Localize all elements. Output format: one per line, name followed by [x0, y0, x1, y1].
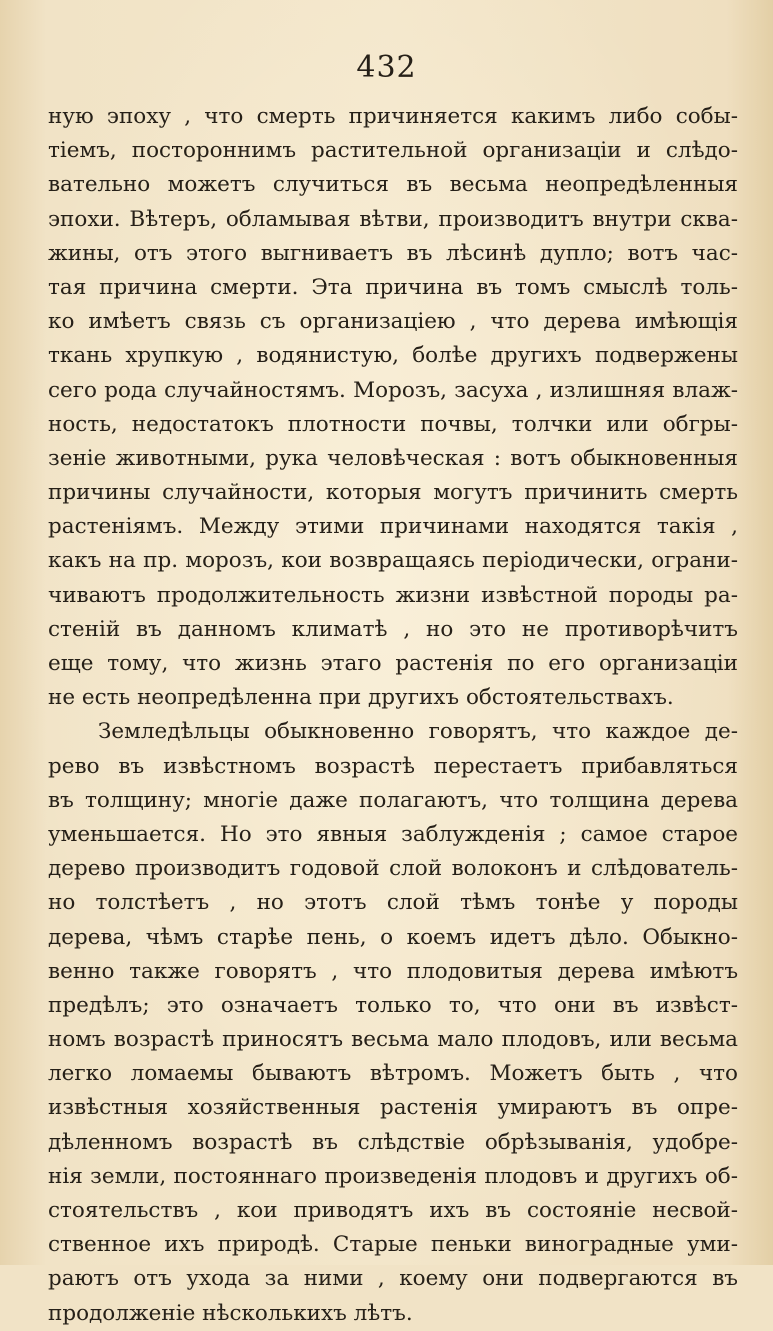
- paragraph-2: [48, 715, 738, 1330]
- text-line: ткань хрупкую , водянистую, болѣе другихъ подвержены: [48, 343, 738, 369]
- text-line: сего рода случайностямъ. Морозъ, засуха , излишняя влаж-: [48, 377, 738, 403]
- page-number: 432: [356, 50, 417, 85]
- text-line: еще тому, что жизнь этаго растенія по его организаціи: [48, 651, 738, 676]
- text-line: тіемъ, постороннимъ растительной организаціи и слѣдо-: [48, 138, 738, 164]
- text-line: рево въ извѣстномъ возрастѣ перестаетъ прибавляться: [48, 753, 738, 779]
- text-line: растеніямъ. Между этими причинами находятся такія ,: [48, 514, 738, 540]
- text-line: въ толщину; многіе даже полагаютъ, что толщина дерева: [48, 787, 738, 813]
- text-line: легко ломаемы бываютъ вѣтромъ. Можетъ быть , что: [48, 1061, 738, 1087]
- text-line: зеніе животными, рука человѣческая : вотъ обыкновенныя: [48, 445, 738, 471]
- text-line: раютъ отъ ухода за ними , коему они подвергаются въ: [48, 1266, 738, 1292]
- text-line: эпохи. Вѣтеръ, обламывая вѣтви, производитъ внутри сква-: [48, 206, 738, 232]
- text-line: номъ возрастѣ приносятъ весьма мало плодовъ, или весьма: [48, 1027, 738, 1053]
- text-line: ственное ихъ природѣ. Старые пеньки виноградные уми-: [48, 1232, 738, 1258]
- text-line: стеній въ данномъ климатѣ , но это не противорѣчитъ: [48, 616, 738, 642]
- text-line: дерева, чѣмъ старѣе пень, о коемъ идетъ дѣло. Обыкно-: [48, 924, 738, 950]
- text-line: дерево производитъ годовой слой волоконъ и слѣдователь-: [48, 856, 738, 882]
- text-line: ность, недостатокъ плотности почвы, толчки или обгры-: [48, 411, 738, 437]
- text-line: не есть неопредѣленна при другихъ обстоятельствахъ.: [48, 685, 674, 711]
- text-line: тая причина смерти. Эта причина въ томъ смыслѣ толь-: [48, 274, 738, 300]
- text-line: продолженіе нѣсколькихъ лѣтъ.: [48, 1300, 413, 1326]
- text-line: дѣленномъ возрастѣ въ слѣдствіе обрѣзыванія, удобре-: [48, 1129, 738, 1155]
- text-line: причины случайности, которыя могутъ причинить смерть: [48, 480, 738, 506]
- paragraph-1: [48, 100, 738, 715]
- text-line: жины, отъ этого выгниваетъ въ лѣсинѣ дупло; вотъ час-: [48, 240, 738, 266]
- text-line: Землeдѣльцы обыкновенно говорятъ, что каждое де-: [98, 719, 738, 745]
- text-line: извѣстныя хозяйственныя растенія умираютъ въ опре-: [48, 1095, 738, 1121]
- text-line: венно также говорятъ , что плодовитыя дерева имѣютъ: [48, 958, 738, 984]
- text-line: предѣлъ; это означаетъ только то, что они въ извѣст-: [48, 992, 738, 1018]
- text-line: вательно можетъ случиться въ весьма неопредѣленныя: [48, 172, 738, 198]
- text-line: ную эпоху , что смерть причиняется какимъ либо собы-: [48, 104, 738, 129]
- text-line: стоятельствъ , кои приводятъ ихъ въ состояніе несвой-: [48, 1198, 738, 1223]
- text-line: но толстѣетъ , но этотъ слой тѣмъ тонѣе у породы: [48, 890, 738, 916]
- text-line: чиваютъ продолжительность жизни извѣстной породы ра-: [48, 582, 738, 608]
- page-text: [48, 100, 738, 1331]
- text-line: нія земли, постояннаго произведенія плодовъ и другихъ об-: [48, 1163, 738, 1189]
- text-line: какъ на пр. морозъ, кои возвращаясь періодически, ограни-: [48, 548, 738, 574]
- text-line: ко имѣетъ связь съ организаціею , что дерева имѣющія: [48, 309, 738, 335]
- text-line: уменьшается. Но это явныя заблужденія ; самое старое: [48, 821, 738, 847]
